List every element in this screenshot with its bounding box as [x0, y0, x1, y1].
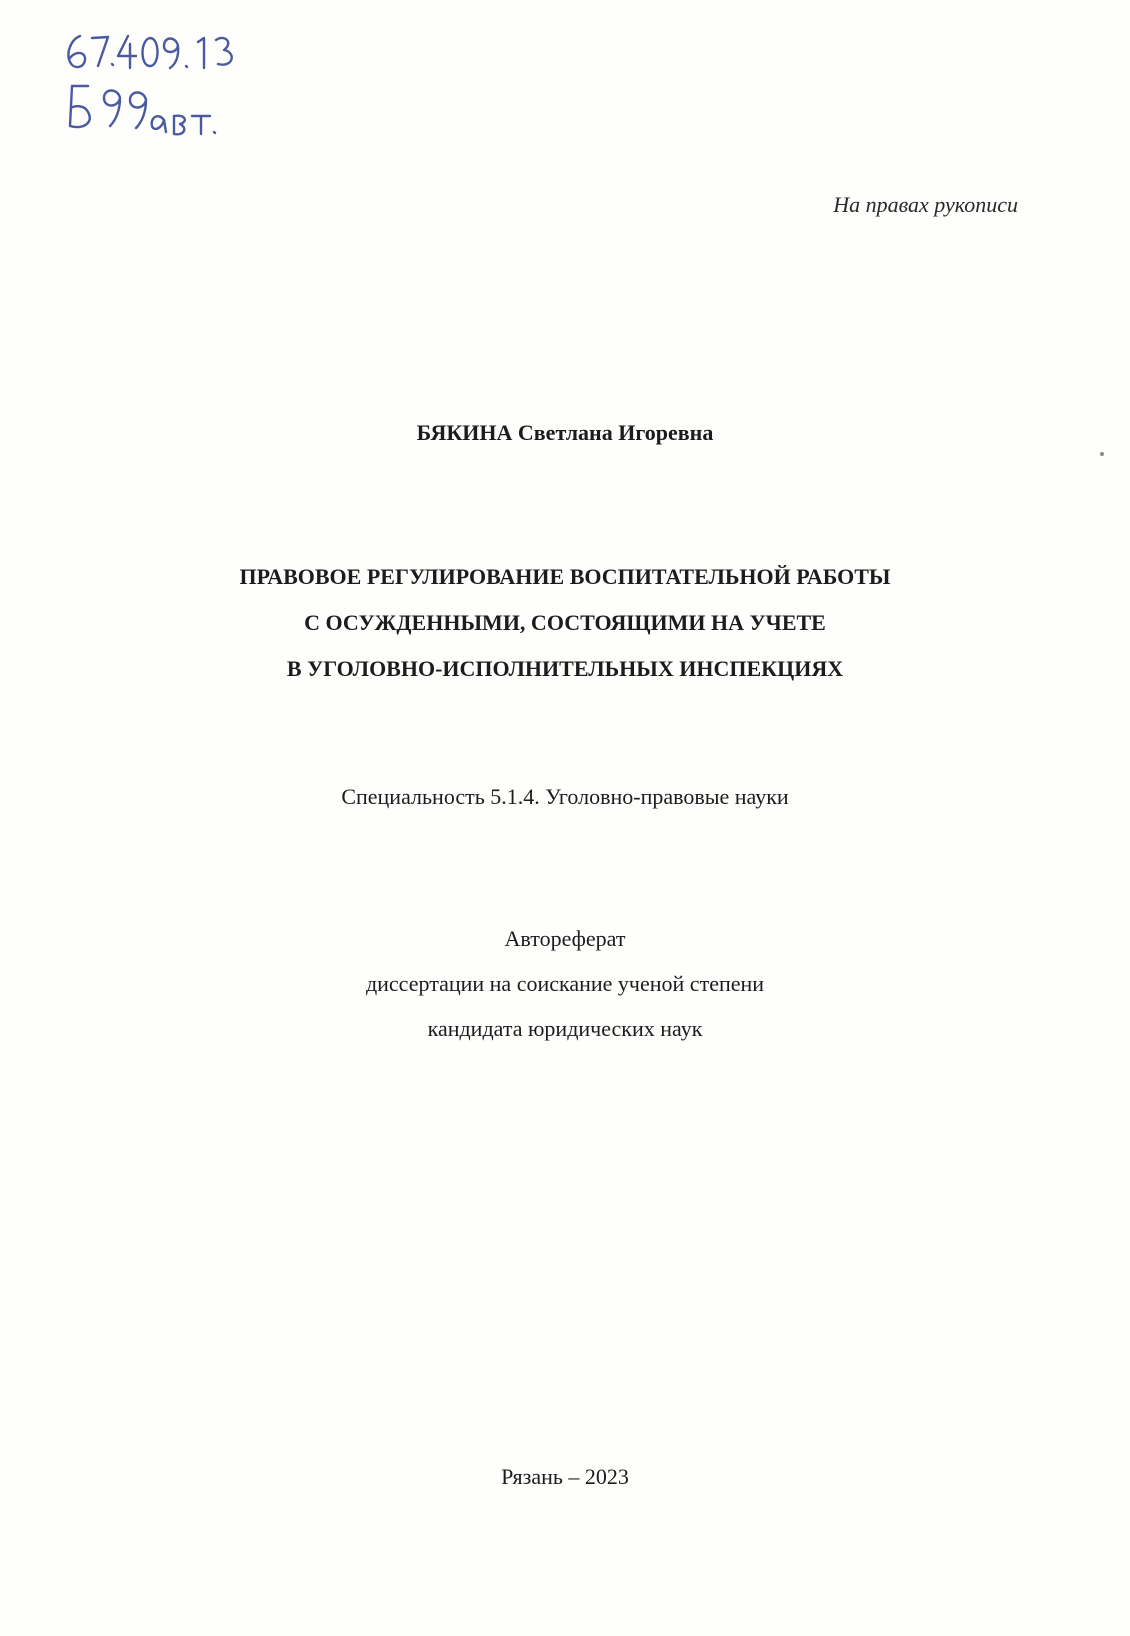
abstract-line: Автореферат — [504, 926, 626, 951]
author-name: БЯКИНА Светлана Игоревна — [416, 420, 714, 445]
specialty-line: Специальность 5.1.4. Уголовно-правовые науки — [341, 784, 789, 809]
title-line: ПРАВОВОЕ РЕГУЛИРОВАНИЕ ВОСПИТАТЕЛЬНОЙ РАБОТЫ — [239, 564, 891, 589]
title-line: В УГОЛОВНО-ИСПОЛНИТЕЛЬНЫХ ИНСПЕКЦИЯХ — [286, 656, 844, 681]
paper-speck — [1100, 452, 1104, 456]
dissertation-title — [0, 554, 1130, 692]
abstract-line: диссертации на соискание ученой степени — [365, 971, 765, 996]
city-year: Рязань – 2023 — [501, 1464, 629, 1489]
manuscript-rights-note: На правах рукописи — [833, 192, 1018, 217]
abstract-line: кандидата юридических наук — [427, 1016, 703, 1041]
handwritten-call-number — [58, 22, 298, 142]
abstract-description — [0, 916, 1130, 1051]
title-line: С ОСУЖДЕННЫМИ, СОСТОЯЩИМИ НА УЧЕТЕ — [304, 610, 826, 635]
handwriting-drawing — [58, 22, 298, 142]
